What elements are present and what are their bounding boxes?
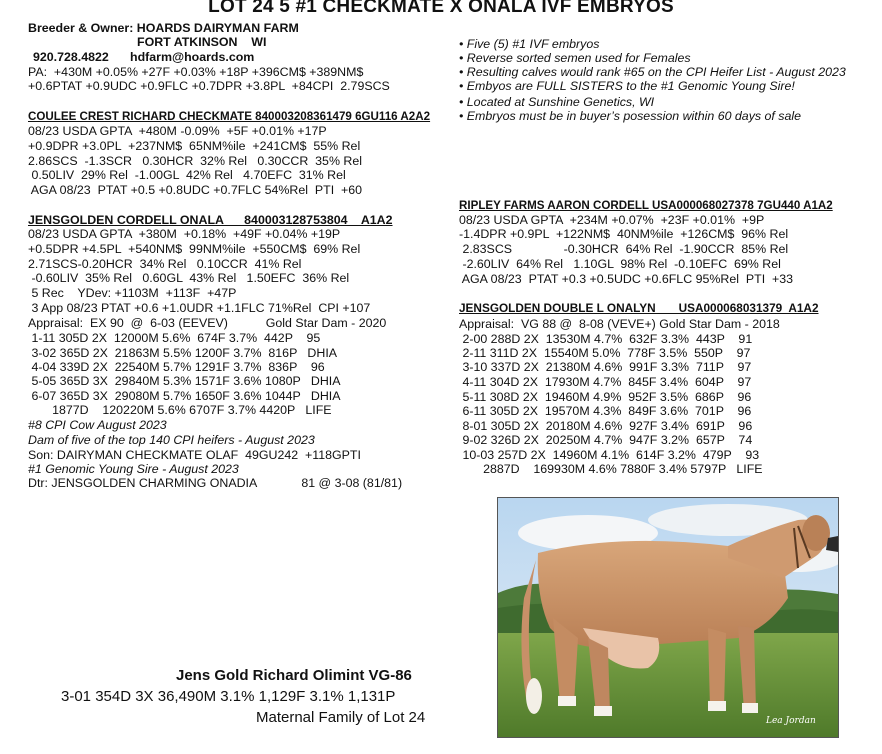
granddam-record: 6-11 305D 2X 19570M 4.3% 849F 3.6% 701P 96 (459, 404, 752, 418)
photographer-signature: Lea Jordan (766, 716, 816, 726)
granddam-appraisal: Appraisal: VG 88 @ 8-08 (VEVE+) Gold Star Dam - 2018 (459, 317, 780, 331)
granddam-record: 10-03 257D 2X 14960M 4.1% 614F 3.2% 479P 93 (459, 448, 760, 462)
breeder-location: FORT ATKINSON WI (137, 35, 267, 49)
dam-lifetime: 1877D 120220M 5.6% 6707F 3.7% 4420P LIFE (28, 403, 332, 417)
mgs-line: -2.60LIV 64% Rel 1.10GL 98% Rel -0.10EFC 69% Rel (459, 257, 781, 271)
granddam-record: 3-10 337D 2X 21380M 4.6% 991F 3.3% 711P 97 (459, 360, 752, 374)
granddam-record: 4-11 304D 2X 17930M 4.7% 845F 3.4% 604P 97 (459, 375, 752, 389)
dam-record: 1-11 305D 2X 12000M 5.6% 674F 3.7% 442P 95 (28, 331, 321, 345)
breeder-email[interactable]: hdfarm@hoards.com (130, 50, 255, 64)
dam-record: 6-07 365D 3X 29080M 5.7% 1650F 3.6% 1044P DHIA (28, 389, 341, 403)
list-item: • Embryos must be in buyer’s posession within 60 days of sale (459, 109, 802, 123)
granddam-record: 2-11 311D 2X 15540M 5.0% 778F 3.5% 550P 97 (459, 346, 751, 360)
mgs-line: 08/23 USDA GPTA +234M +0.07% +23F +0.01% +9P (459, 213, 765, 227)
sire-line: 2.86SCS -1.3SCR 0.30HCR 32% Rel 0.30CCR 35% Rel (28, 154, 363, 168)
sire-line: AGA 08/23 PTAT +0.5 +0.8UDC +0.7FLC 54%Rel PTI +60 (28, 183, 363, 197)
granddam-lifetime: 2887D 169930M 4.6% 7880F 3.4% 5797P LIFE (459, 462, 763, 476)
sire-header: COULEE CREST RICHARD CHECKMATE 840003208361479 6GU116 A2A2 (28, 110, 431, 123)
sire-line: +0.9DPR +3.0PL +237NM$ 65NM%ile +241CM$ 55% Rel (28, 139, 361, 153)
dam-header: JENSGOLDEN CORDELL ONALA 840003128753804 A1A2 (28, 213, 393, 227)
dam-appraisal: Appraisal: EX 90 @ 6-03 (EEVEV) Gold Star Dam - 2020 (28, 316, 387, 330)
dam-line: 08/23 USDA GPTA +380M +0.18% +49F +0.04% +19P (28, 227, 341, 241)
dam-line: -0.60LIV 35% Rel 0.60GL 43% Rel 1.50EFC 36% Rel (28, 271, 350, 285)
granddam-record: 8-01 305D 2X 20180M 4.6% 927F 3.4% 691P 96 (459, 419, 753, 433)
dam-record: 4-04 339D 2X 22540M 5.7% 1291F 3.7% 836P 96 (28, 360, 325, 374)
cow-photo (497, 497, 839, 738)
dam-line: 5 Rec YDev: +1103M +113F +47P (28, 286, 237, 300)
list-item: • Resulting calves would rank #65 on the CPI Heifer List - August 2023 (459, 65, 846, 79)
list-item: • Embyos are FULL SISTERS to the #1 Genomic Young Sire! (459, 79, 795, 93)
granddam-record: 2-00 288D 2X 13530M 4.7% 632F 3.3% 443P 91 (459, 332, 753, 346)
caption-family: Maternal Family of Lot 24 (256, 709, 426, 726)
breeder-phone: 920.728.4822 (33, 50, 109, 64)
dam-daughter: Dtr: JENSGOLDEN CHARMING ONADIA 81 @ 3-08 (81/81) (28, 476, 403, 490)
dam-line: +0.5DPR +4.5PL +540NM$ 99NM%ile +550CM$ 69% Rel (28, 242, 361, 256)
dam-record: 3-02 365D 2X 21863M 5.5% 1200F 3.7% 816P DHIA (28, 346, 338, 360)
dam-record: 5-05 365D 3X 29840M 5.3% 1571F 3.6% 1080P DHIA (28, 374, 341, 388)
dam-note: #8 CPI Cow August 2023 (28, 418, 167, 432)
lot-title: LOT 24 5 #1 CHECKMATE X ONALA IVF EMBRYOS (208, 0, 674, 17)
sire-line: 08/23 USDA GPTA +480M -0.09% +5F +0.01% +17P (28, 124, 327, 138)
dam-line: 3 App 08/23 PTAT +0.6 +1.0UDR +1.1FLC 71%Rel CPI +107 (28, 301, 371, 315)
dam-line: 2.71SCS-0.20HCR 34% Rel 0.10CCR 41% Rel (28, 257, 302, 271)
cow-photo-graphic (498, 498, 838, 737)
granddam-record: 9-02 326D 2X 20250M 4.7% 947F 3.2% 657P 74 (459, 433, 753, 447)
mgs-header: RIPLEY FARMS AARON CORDELL USA000068027378 7GU440 A1A2 (459, 199, 833, 212)
dam-note: Dam of five of the top 140 CPI heifers - August 2023 (28, 433, 315, 447)
granddam-header: JENSGOLDEN DOUBLE L ONALYN USA000068031379 A1A2 (459, 301, 819, 315)
dam-note: #1 Genomic Young Sire - August 2023 (28, 462, 239, 476)
pa-line-1: PA: +430M +0.05% +27F +0.03% +18P +396CM$ +389NM$ (28, 65, 364, 79)
list-item: • Reverse sorted semen used for Females (459, 51, 691, 65)
list-item: • Five (5) #1 IVF embryos (459, 37, 600, 51)
caption-record: 3-01 354D 3X 36,490M 3.1% 1,129F 3.1% 1,131P (61, 688, 396, 705)
list-item: • Located at Sunshine Genetics, WI (459, 95, 655, 109)
pa-line-2: +0.6PTAT +0.9UDC +0.9FLC +0.7DPR +3.8PL +84CPI 2.79SCS (28, 79, 390, 93)
breeder-owner: Breeder & Owner: HOARDS DAIRYMAN FARM (28, 21, 299, 35)
mgs-line: -1.4DPR +0.9PL +122NM$ 40NM%ile +126CM$ 96% Rel (459, 227, 789, 241)
sire-line: 0.50LIV 29% Rel -1.00GL 42% Rel 4.70EFC 31% Rel (28, 168, 346, 182)
dam-son: Son: DAIRYMAN CHECKMATE OLAF 49GU242 +118GPTI (28, 448, 361, 462)
mgs-line: AGA 08/23 PTAT +0.3 +0.5UDC +0.6FLC 95%Rel PTI +33 (459, 272, 794, 286)
mgs-line: 2.83SCS -0.30HCR 64% Rel -1.90CCR 85% Rel (459, 242, 789, 256)
granddam-record: 5-11 308D 2X 19460M 4.9% 952F 3.5% 686P 96 (459, 390, 752, 404)
caption-cow-name: Jens Gold Richard Olimint VG-86 (176, 667, 412, 684)
